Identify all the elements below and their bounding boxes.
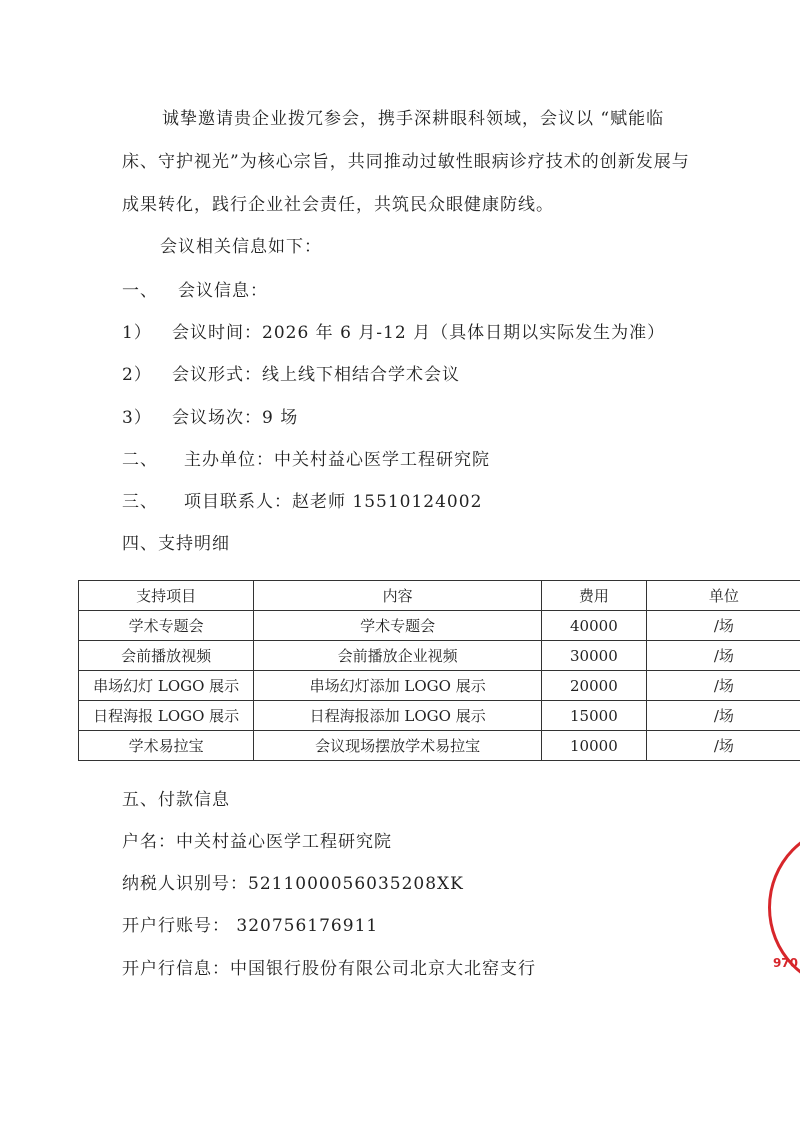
item-number: 1） bbox=[122, 323, 152, 343]
intro-paragraph: 诚挚邀请贵企业拨冗参会，携手深耕眼科领域，会议以 “赋能临床、守护视光”为核心宗旨，共同推动过敏性眼病诊疗技术的创新发展与成果转化，践行企业社会责任，共筑民众眼健康防线。 bbox=[122, 109, 690, 215]
cell-fee: 15000 bbox=[542, 701, 647, 731]
cell-fee: 40000 bbox=[542, 611, 647, 641]
section-2-number: 二、 bbox=[122, 450, 158, 470]
item-number: 2） bbox=[122, 365, 152, 385]
cell-content: 会前播放企业视频 bbox=[254, 641, 542, 671]
section-3-contact bbox=[122, 487, 482, 512]
item-text: 会议时间：2026 年 6 月-12 月（具体日期以实际发生为准） bbox=[172, 323, 666, 343]
header-unit: 单位 bbox=[646, 581, 800, 611]
table-header-row bbox=[79, 581, 800, 611]
cell-item: 会前播放视频 bbox=[79, 641, 254, 671]
cell-item: 学术易拉宝 bbox=[79, 731, 254, 761]
cell-content: 会议现场摆放学术易拉宝 bbox=[254, 731, 542, 761]
table-row bbox=[79, 671, 800, 701]
section-3-number: 三、 bbox=[122, 492, 158, 512]
cell-fee: 20000 bbox=[542, 671, 647, 701]
bank-info: 开户行信息：中国银行股份有限公司北京大北窑支行 bbox=[122, 959, 536, 979]
cell-content: 串场幻灯添加 LOGO 展示 bbox=[254, 671, 542, 701]
header-fee: 费用 bbox=[542, 581, 647, 611]
header-item: 支持项目 bbox=[79, 581, 254, 611]
item-text: 会议场次：9 场 bbox=[172, 408, 299, 428]
cell-unit: /场 bbox=[646, 671, 800, 701]
section-1-number: 一、 bbox=[122, 281, 158, 301]
item-number: 3） bbox=[122, 408, 152, 428]
header-content: 内容 bbox=[254, 581, 542, 611]
cell-unit: /场 bbox=[646, 731, 800, 761]
section-5-heading: 五、付款信息 bbox=[122, 790, 230, 810]
table-row bbox=[79, 611, 800, 641]
section-4-heading: 四、支持明细 bbox=[122, 534, 230, 554]
info-heading: 会议相关信息如下： bbox=[160, 237, 322, 257]
cell-content: 日程海报添加 LOGO 展示 bbox=[254, 701, 542, 731]
cell-content: 学术专题会 bbox=[254, 611, 542, 641]
table-row bbox=[79, 701, 800, 731]
table-row bbox=[79, 731, 800, 761]
meeting-sessions-item bbox=[122, 403, 298, 428]
account-name: 户名：中关村益心医学工程研究院 bbox=[122, 832, 392, 852]
section-3-text: 项目联系人：赵老师 15510124002 bbox=[184, 492, 483, 512]
seal-text: 970 bbox=[772, 956, 798, 970]
table-row bbox=[79, 641, 800, 671]
meeting-time-item bbox=[122, 318, 665, 343]
cell-unit: /场 bbox=[646, 611, 800, 641]
cell-item: 学术专题会 bbox=[79, 611, 254, 641]
item-text: 会议形式：线上线下相结合学术会议 bbox=[172, 365, 460, 385]
cell-fee: 30000 bbox=[542, 641, 647, 671]
cell-item: 串场幻灯 LOGO 展示 bbox=[79, 671, 254, 701]
cell-item: 日程海报 LOGO 展示 bbox=[79, 701, 254, 731]
cell-unit: /场 bbox=[646, 641, 800, 671]
section-2-text: 主办单位：中关村益心医学工程研究院 bbox=[184, 450, 490, 470]
section-1-heading bbox=[122, 276, 268, 301]
tax-id: 纳税人识别号：5211000056035208XK bbox=[122, 874, 464, 894]
account-number: 开户行账号： 320756176911 bbox=[122, 916, 379, 936]
meeting-format-item bbox=[122, 360, 460, 385]
support-table bbox=[78, 580, 800, 761]
cell-unit: /场 bbox=[646, 701, 800, 731]
section-1-title: 会议信息： bbox=[178, 281, 268, 301]
official-seal-fragment bbox=[768, 825, 800, 990]
cell-fee: 10000 bbox=[542, 731, 647, 761]
section-2-organizer bbox=[122, 445, 490, 470]
